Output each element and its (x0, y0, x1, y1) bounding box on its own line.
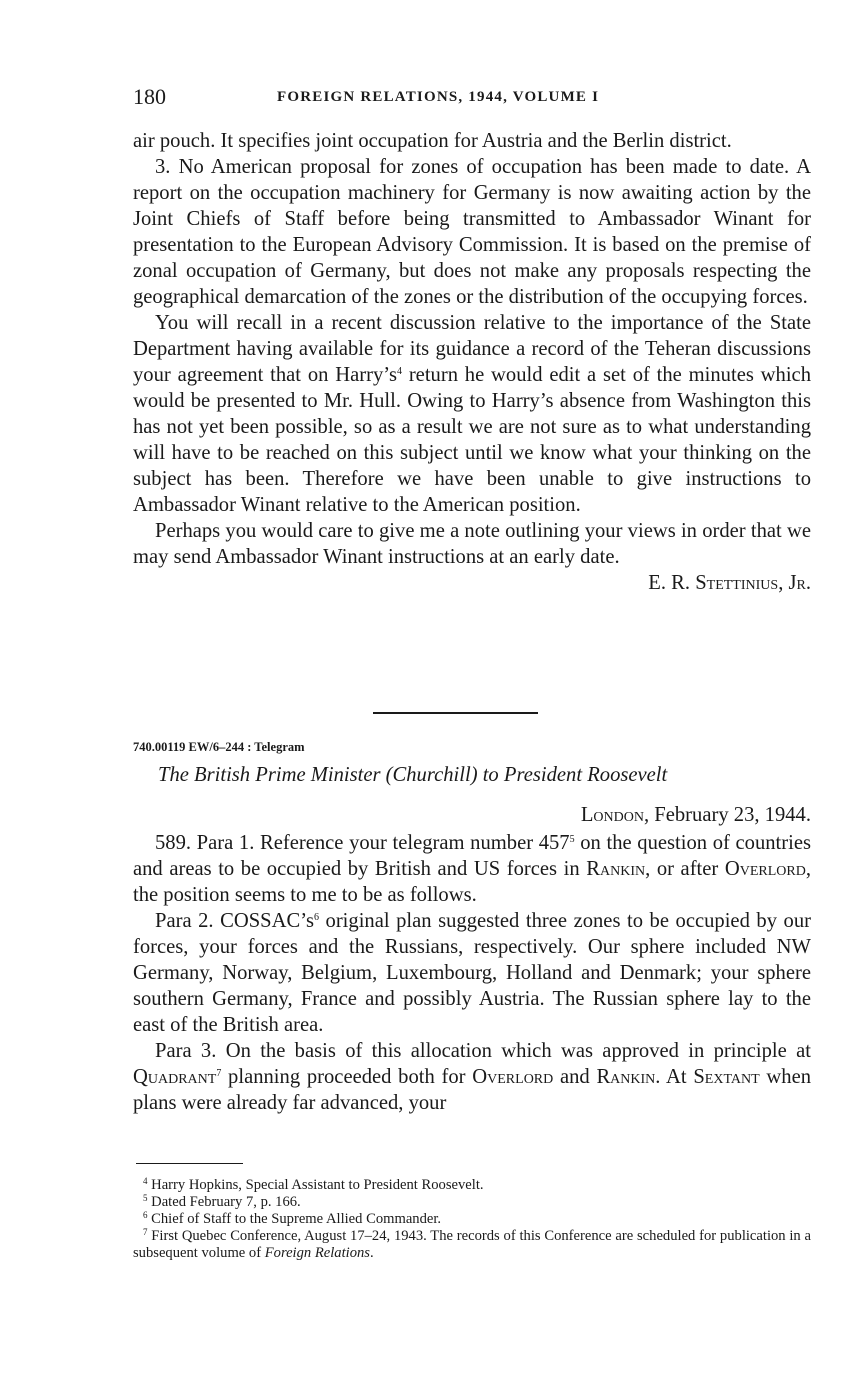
telegram-section (133, 738, 811, 1116)
footnote-7-number: 7 (143, 1227, 148, 1237)
para-3-text-d: . At (655, 1066, 694, 1088)
page-header (133, 84, 811, 112)
letter-paragraph-3 (133, 310, 811, 518)
letter-paragraph-1: air pouch. It specifies joint occupation for Austria and the Berlin district. (133, 130, 732, 152)
telegram-para-3 (133, 1038, 811, 1116)
footnote-6-number: 6 (143, 1210, 148, 1220)
footnote-ref-4: 4 (397, 366, 402, 377)
para-3-text-b: planning proceeded both for (221, 1066, 473, 1088)
footnote-4 (133, 1177, 811, 1194)
telegram-para-1 (133, 830, 811, 908)
section-divider (373, 712, 538, 714)
letter-paragraph-3-text-b: return he would edit a set of the minutes which would be presented to Mr. Hull. Owing to Harry’s absence from Washington this has not yet been possible, so as a result we are not sure as to what understanding will have to be reached on this subject until we know what your thinking on the subject has been. Therefore we have been unable to give instructions to Ambassador Winant relative to the American position. (133, 364, 811, 516)
dateline-place: London (580, 804, 644, 826)
footnote-6-text: Chief of Staff to the Supreme Allied Commander. (147, 1211, 442, 1227)
footnote-6 (133, 1211, 811, 1228)
para-1-text-b: on the question of countries and areas to be occupied by British and US forces in (133, 832, 811, 880)
page-number: 180 (133, 84, 166, 109)
file-reference: 740.00119 EW/6–244 : Telegram (133, 740, 305, 754)
signature-initials: E. R. (648, 572, 696, 594)
para-1-text-d: , the position seems to me to be as follows. (133, 858, 811, 906)
para-2-text-b: original plan suggested three zones to be occupied by our forces, your forces and the Russians, respectively. Our sphere included NW Germany, Norway, Belgium, Luxembourg, Holland and Denmark; your sphere southern Germany, France and possibly Austria. The Russian sphere lay to the east of the British area. (133, 910, 811, 1036)
footnote-ref-7: 7 (216, 1068, 222, 1079)
para-3-text-e: when plans were already far advanced, your (133, 1066, 812, 1114)
letter-body (133, 128, 811, 596)
para-3-text-c: and (553, 1066, 597, 1088)
footnote-rule (136, 1163, 243, 1164)
telegram-para-2 (133, 908, 811, 1038)
footnote-ref-5: 5 (569, 834, 575, 845)
running-title: FOREIGN RELATIONS, 1944, VOLUME I (277, 89, 600, 105)
dateline (133, 802, 811, 828)
footnote-5-text: Dated February 7, p. 166. (147, 1194, 301, 1210)
codename-overlord: Overlord (724, 858, 806, 880)
footnote-5-number: 5 (143, 1193, 148, 1203)
footnotes (133, 1177, 811, 1262)
letter-paragraph-3-text-a: You will recall in a recent discussion relative to the importance of the State Department having available for its guidance a record of the Teheran discussions your agreement that on Harry’s (133, 312, 811, 386)
footnote-7 (133, 1228, 811, 1262)
footnote-7-italic: Foreign Relations (264, 1245, 370, 1261)
para-1-text-c: , or after (645, 858, 725, 880)
para-3-text-a: Para 3. On the basis of this allocation which was approved in principle at (155, 1040, 811, 1062)
letter-paragraph-4: Perhaps you would care to give me a note outlining your views in order that we may send Ambassador Winant instructions at an early date. (133, 520, 811, 568)
codename-rankin-2: Rankin (596, 1066, 656, 1088)
codename-overlord-2: Overlord (472, 1066, 554, 1088)
signature (133, 570, 811, 596)
footnote-7-text: First Quebec Conference, August 17–24, 1943. The records of this Conference are scheduled for publication in a subsequent volume of (133, 1228, 811, 1261)
para-2-text-a: Para 2. COSSAC’s (155, 910, 314, 932)
dateline-date: , February 23, 1944. (643, 804, 811, 826)
footnote-4-text: Harry Hopkins, Special Assistant to President Roosevelt. (147, 1177, 484, 1193)
footnote-7-end: . (369, 1245, 374, 1261)
para-1-text-a: 589. Para 1. Reference your telegram number 457 (155, 832, 570, 854)
codename-quadrant: Quadrant (133, 1066, 217, 1088)
footnote-4-number: 4 (143, 1176, 148, 1186)
letter-paragraph-2: 3. No American proposal for zones of occupation has been made to date. A report on the occupation machinery for Germany is now awaiting action by the Joint Chiefs of Staff before being transmitted to Ambassador Winant for presentation to the European Advisory Commission. It is based on the premise of zonal occupation of Germany, but does not make any proposals respecting the geographical demarcation of the zones or the distribution of the occupying forces. (133, 156, 811, 308)
footnote-ref-6: 6 (313, 912, 319, 923)
footnote-5 (133, 1194, 811, 1211)
document-title: The British Prime Minister (Churchill) to President Roosevelt (158, 764, 668, 786)
codename-sextant: Sextant (693, 1066, 760, 1088)
codename-rankin: Rankin (586, 858, 646, 880)
signature-name: Stettinius, Jr. (695, 572, 811, 594)
